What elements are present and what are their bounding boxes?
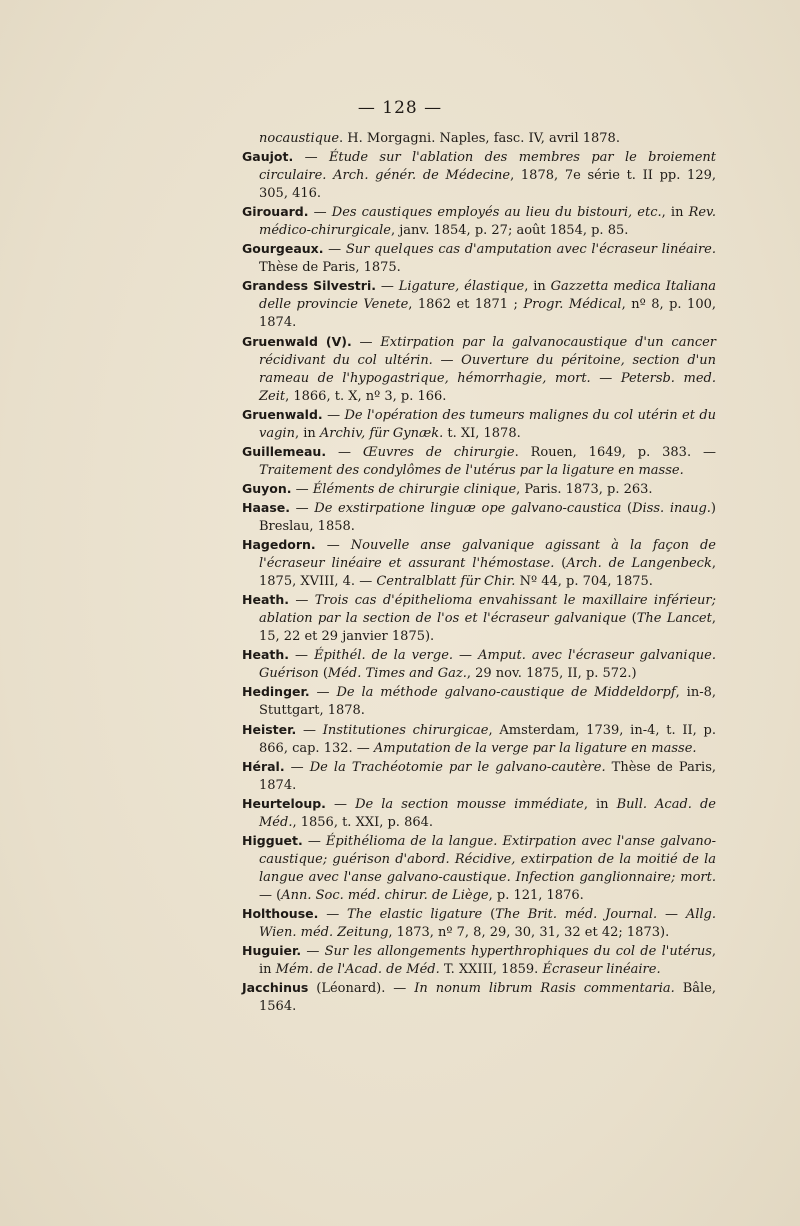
- entry-author: Gaujot.: [242, 149, 294, 165]
- entry-title-text: Traitement des condylômes de l'utérus par la ligature en masse.: [259, 462, 684, 478]
- entry-text: —: [375, 279, 399, 295]
- entry-text: t. XI, 1878.: [443, 425, 521, 441]
- entry-text: (: [554, 556, 567, 572]
- entry-text: (: [482, 906, 496, 922]
- entry-title-text: Nouvelle anse galvanique agissant à la façon de l'écraseur linéaire et assurant l'hémostase.: [259, 538, 716, 572]
- bibliography-entry: [242, 721, 716, 758]
- entry-title-text: Amputation de la verge par la ligature en masse.: [373, 740, 697, 756]
- entry-title-text: Étude sur l'ablation des membres par le broiement circulaire. Arch. génér. de Médecine: [259, 150, 717, 184]
- entry-text: , 15, 22 et 29 janvier 1875).: [259, 611, 716, 645]
- entry-author: Hedinger.: [242, 684, 310, 700]
- entry-title-text: The Brit. méd. Journal. — Allg. Wien. méd. Zeitung: [259, 906, 716, 941]
- entry-title-text: Méd. Times and Gaz.: [327, 666, 467, 682]
- entry-text: . H. Morgagni. Naples, fasc. IV, avril 1878.: [339, 131, 620, 146]
- entry-text: , p. 121, 1876.: [488, 887, 584, 903]
- entry-text: , in: [661, 205, 689, 221]
- entry-text: Thèse de Paris, 1874.: [259, 759, 717, 793]
- bibliography-entry: [242, 795, 716, 832]
- entry-title-text: Rev. médico-chirurgicale: [259, 205, 716, 239]
- entry-text: , 29 nov. 1875, II, p. 572.): [466, 666, 637, 682]
- entry-text: , 1878, 7e série t. II pp. 129, 305, 416.: [259, 168, 716, 202]
- bibliography-entry: [242, 499, 716, 536]
- entry-author: Huguier.: [242, 943, 302, 959]
- entry-text: Nº 44, p. 704, 1875.: [515, 574, 653, 590]
- entry-title-text: Mém. de l'Acad. de Méd.: [275, 962, 440, 978]
- entry-author: Jacchinus: [242, 980, 309, 996]
- entry-text: , 1875, XVIII, 4. —: [259, 556, 716, 590]
- entry-text: —: [318, 906, 348, 922]
- entry-text: , 1862 et 1871 ;: [408, 297, 524, 313]
- entry-author: Hagedorn.: [242, 537, 316, 553]
- entry-text: (Léonard). —: [308, 981, 415, 997]
- entry-title-text: Bull. Acad. de Méd.: [259, 796, 717, 830]
- entry-title-text: Gazzetta medica Italiana delle provincie Venete: [259, 279, 716, 313]
- entry-title-text: Éléments de chirurgie clinique: [312, 481, 517, 497]
- entry-title-text: In nonum librum Rasis commentaria.: [414, 981, 675, 997]
- entry-title-text: Archiv, für Gynæk.: [319, 425, 444, 441]
- entry-text: , Amsterdam, 1739, in-4, t. II, p. 866, cap. 132. —: [259, 722, 716, 756]
- entry-text: —: [289, 648, 315, 664]
- entry-author: Heath.: [242, 592, 289, 608]
- entry-title-text: Arch. de Langenbeck: [566, 556, 712, 572]
- entry-title-text: Écraseur linéaire.: [542, 962, 661, 978]
- bibliography-entry: [242, 758, 716, 795]
- entry-text: , 1873, nº 7, 8, 29, 30, 31, 32 et 42; 1873).: [388, 925, 670, 941]
- entry-title-text: Des caustiques employés au lieu du bistouri, etc.: [331, 205, 662, 221]
- bibliography-entry: [242, 942, 716, 979]
- entry-text: — (: [259, 887, 282, 903]
- bibliography-entry: [242, 905, 716, 942]
- entry-text: —: [291, 481, 313, 497]
- entry-text: , 1856, t. XXI, p. 864.: [292, 814, 434, 830]
- entry-text: (: [621, 500, 633, 516]
- bibliography-entry: [242, 333, 716, 406]
- entry-title-text: Progr. Médical: [523, 297, 622, 313]
- entry-text: , in: [583, 796, 617, 812]
- entry-author: Gruenwald.: [242, 406, 323, 422]
- bibliography-entry: [242, 203, 716, 240]
- entry-text: —: [323, 242, 346, 258]
- entry-author: Haase.: [242, 499, 290, 515]
- entry-text: , in: [294, 425, 320, 441]
- entry-text: , Paris. 1873, p. 263.: [516, 481, 653, 497]
- entry-title-text: De la section mousse immédiate: [355, 796, 584, 812]
- entry-author: Heurteloup.: [242, 795, 326, 811]
- entry-title-text: Sur les allongements hyperthrophiques du col de l'utérus: [324, 944, 712, 960]
- entry-author: Heister.: [242, 721, 297, 737]
- entry-text: —: [308, 205, 332, 221]
- bibliography-entry: [242, 443, 716, 480]
- entry-title-text: The elastic ligature: [347, 906, 483, 922]
- bibliography-entry: [242, 979, 716, 1016]
- entry-title-text: De exstirpatione linguæ ope galvano-caustica: [314, 500, 622, 516]
- bibliography-entry: [242, 646, 716, 683]
- entry-title-text: Institutiones chirurgicae: [322, 722, 489, 738]
- entry-text: —: [325, 796, 356, 812]
- entry-text: Bâle, 1564.: [259, 981, 716, 1015]
- entry-author: Héral.: [242, 758, 285, 774]
- entry-title-text: De l'opération des tumeurs malignes du col utérin et du vagin: [259, 407, 717, 441]
- entry-author: Holthouse.: [242, 905, 319, 921]
- entry-author: Guyon.: [242, 480, 292, 496]
- entry-author: Grandess Silvestri.: [242, 278, 376, 294]
- bibliography-list: [242, 130, 716, 1016]
- entry-title-text: Diss. inaug.: [632, 500, 711, 516]
- entry-text: (: [318, 666, 328, 682]
- entry-author: Higguet.: [242, 832, 303, 848]
- entry-text: —: [301, 944, 325, 960]
- entry-author: Gruenwald (V).: [242, 333, 352, 349]
- bibliography-entry: [242, 591, 716, 646]
- entry-title-text: Ann. Soc. méd. chirur. de Liège: [281, 887, 489, 903]
- entry-text: , in: [524, 279, 551, 295]
- entry-text: , in: [259, 944, 717, 978]
- entry-title-text: The Lancet: [636, 611, 712, 627]
- entry-text: , in-8, Stuttgart, 1878.: [259, 685, 716, 719]
- page-number: — 128 —: [357, 98, 443, 118]
- entry-text: —: [351, 334, 381, 350]
- entry-title-text: Ligature, élastique: [398, 279, 525, 295]
- entry-text: —: [326, 444, 363, 460]
- entry-title-text: Œuvres de chirurgie: [362, 444, 515, 460]
- entry-text: —: [322, 407, 345, 423]
- entry-text: —: [290, 500, 315, 516]
- bibliography-entry: [242, 683, 716, 720]
- entry-title-text: Trois cas d'épithelioma envahissant le maxillaire inférieur; ablation par la section de l'os et l'écraseur galvanique: [259, 593, 716, 627]
- entry-title-text: Épithélioma de la langue. Extirpation avec l'anse galvano-caustique; guérison d'abord. Récidive, extirpation de la moitié de la langue avec l'anse galvano-caustique. Infection ganglionnaire; mort.: [259, 833, 716, 885]
- entry-text: —: [302, 833, 326, 849]
- bibliography-entry: [242, 240, 716, 277]
- entry-title-text: De la Trachéotomie par le galvano-cautère.: [309, 759, 606, 775]
- entry-text: . Rouen, 1649, p. 383. —: [514, 444, 716, 460]
- entry-text: , 1866, t. X, nº 3, p. 166.: [285, 388, 447, 404]
- entry-author: Guillemeau.: [242, 443, 327, 459]
- entry-author: Heath.: [242, 647, 289, 663]
- entry-text: —: [293, 150, 329, 166]
- bibliography-entry: [242, 536, 716, 591]
- entry-author: Girouard.: [242, 204, 309, 220]
- entry-text: , nº 8, p. 100, 1874.: [259, 297, 716, 331]
- bibliography-entry: [242, 832, 716, 905]
- bibliography-entry: [242, 148, 716, 203]
- entry-title-text: Centralblatt für Chir.: [376, 574, 516, 590]
- entry-text: Thèse de Paris, 1875.: [259, 260, 401, 276]
- bibliography-entry: [242, 480, 716, 499]
- entry-title-text: nocaustique: [259, 131, 340, 146]
- bibliography-entry: [242, 130, 716, 148]
- entry-text: (: [626, 611, 637, 627]
- entry-text: —: [289, 593, 315, 609]
- entry-text: T. XXIII, 1859.: [439, 962, 543, 978]
- entry-title-text: De la méthode galvano-caustique de Middeldorpf: [336, 685, 676, 701]
- entry-text: , janv. 1854, p. 27; août 1854, p. 85.: [390, 223, 629, 239]
- entry-title-text: Sur quelques cas d'amputation avec l'écraseur linéaire.: [345, 242, 717, 258]
- entry-title-text: Épithél. de la verge. — Amput. avec l'écraseur galvanique. Guérison: [259, 648, 717, 682]
- entry-text: —: [309, 685, 337, 701]
- entry-author: Gourgeaux.: [242, 241, 324, 257]
- entry-text: ) Breslau, 1858.: [259, 500, 716, 534]
- entry-text: —: [296, 722, 323, 738]
- bibliography-entry: [242, 406, 716, 443]
- entry-text: —: [284, 759, 310, 775]
- bibliography-entry: [242, 277, 716, 332]
- entry-title-text: Extirpation par la galvanocaustique d'un cancer récidivant du col ultérin. — Ouverture du péritoine, section d'un rameau de l'hypogastrique, hémorrhagie, mort. — Petersb. med. Zeit: [259, 334, 717, 404]
- entry-text: —: [315, 538, 351, 554]
